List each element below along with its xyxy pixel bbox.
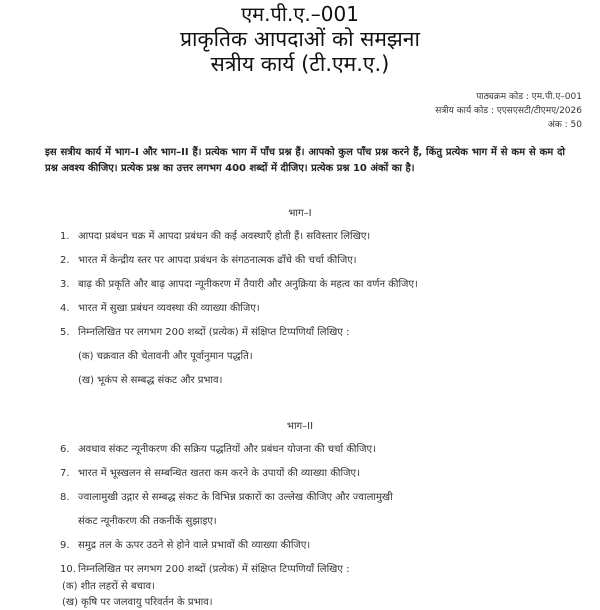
question-number: 6. [60,444,70,455]
question-1 [60,230,370,244]
question-6 [60,443,376,457]
question-9 [60,539,310,553]
part-1-heading: भाग–I [288,208,312,219]
course-code-title: एम.पी.ए.–001 [241,2,359,26]
question-7 [60,467,360,481]
question-5 [60,326,349,340]
document-header [0,2,600,77]
part-2-heading: भाग–II [286,421,314,432]
question-text: समुद्र तल के ऊपर उठने से होने वाले प्रभावों की व्याख्या कीजिए। [78,540,311,551]
question-text: निम्नलिखित पर लगभग 200 शब्दों (प्रत्येक) में संक्षिप्त टिप्पणियाँ लिखिए : [78,564,350,575]
question-text: बाढ़ की प्रकृति और बाढ़ आपदा न्यूनीकरण में तैयारी और अनुक्रिया के महत्व का वर्णन कीजिए। [78,279,418,290]
question-3 [60,278,418,292]
question-number: 5. [60,327,70,338]
question-text: अवधाव संकट न्यूनीकरण की सक्रिय पद्धतियों और प्रबंधन योजना की चर्चा कीजिए। [78,444,376,455]
assignment-code: सत्रीय कार्य कोड : एएसएसटी/टीएमए/2026 [435,106,582,116]
course-code: पाठ्यक्रम कोड : एम.पी.ए–001 [476,92,582,102]
question-5-sub-a: (क) चक्रवात की चेतावनी और पूर्वानुमान पद्धति। [78,351,253,362]
question-number: 8. [60,492,70,503]
question-10-sub-b: (ख) कृषि पर जलवायु परिवर्तन के प्रभाव। [62,597,213,608]
question-number: 1. [60,231,70,242]
question-8-continuation: संकट न्यूनीकरण की तकनीकें सुझाइए। [78,516,217,527]
marks: अंक : 50 [548,120,582,130]
document-type: सत्रीय कार्य (टी.एम.ए.) [210,52,390,76]
question-10-sub-a: (क) शीत लहरों से बचाव। [62,581,155,592]
question-4 [60,302,260,316]
question-number: 7. [60,468,70,479]
question-number: 3. [60,279,70,290]
question-number: 2. [60,255,70,266]
question-text: निम्नलिखित पर लगभग 200 शब्दों (प्रत्येक) में संक्षिप्त टिप्पणियाँ लिखिए : [78,327,350,338]
question-10 [60,563,349,577]
assignment-meta [435,90,582,132]
question-text: आपदा प्रबंधन चक्र में आपदा प्रबंधन की कई अवस्थाएँ होती हैं। सविस्तार लिखिए। [78,231,371,242]
question-number: 10. [60,564,76,575]
question-5-sub-b: (ख) भूकंप से सम्बद्ध संकट और प्रभाव। [78,375,223,386]
course-title: प्राकृतिक आपदाओं को समझना [180,27,420,51]
instructions-paragraph: इस सत्रीय कार्य में भाग–I और भाग–II हैं। प्रत्येक भाग में पाँच प्रश्न हैं। आपको कुल पाँच प्रश्न करने हैं, किंतु प्रत्येक भाग में से कम से कम दो प्रश्न अवश्य कीजिए। प्रत्येक प्रश्न का उत्तर लगभग 400 शब्दों में दीजिए। प्रत्येक प्रश्न 10 अंकों का है। [45,147,565,174]
question-2 [60,254,357,268]
question-number: 4. [60,303,70,314]
question-8 [60,491,393,505]
question-text: भारत में सुखा प्रबंधन व्यवस्था की व्याख्या कीजिए। [78,303,260,314]
question-number: 9. [60,540,70,551]
question-text: भारत में भूस्खलन से सम्बन्धित खतरा कम करने के उपायों की व्याख्या कीजिए। [78,468,360,479]
question-text: ज्वालामुखी उद्गार से सम्बद्ध संकट के विभिन्न प्रकारों का उल्लेख कीजिए और ज्वालामुखी [78,492,393,503]
question-text: भारत में केन्द्रीय स्तर पर आपदा प्रबंधन के संगठनात्मक ढाँचे की चर्चा कीजिए। [78,255,357,266]
